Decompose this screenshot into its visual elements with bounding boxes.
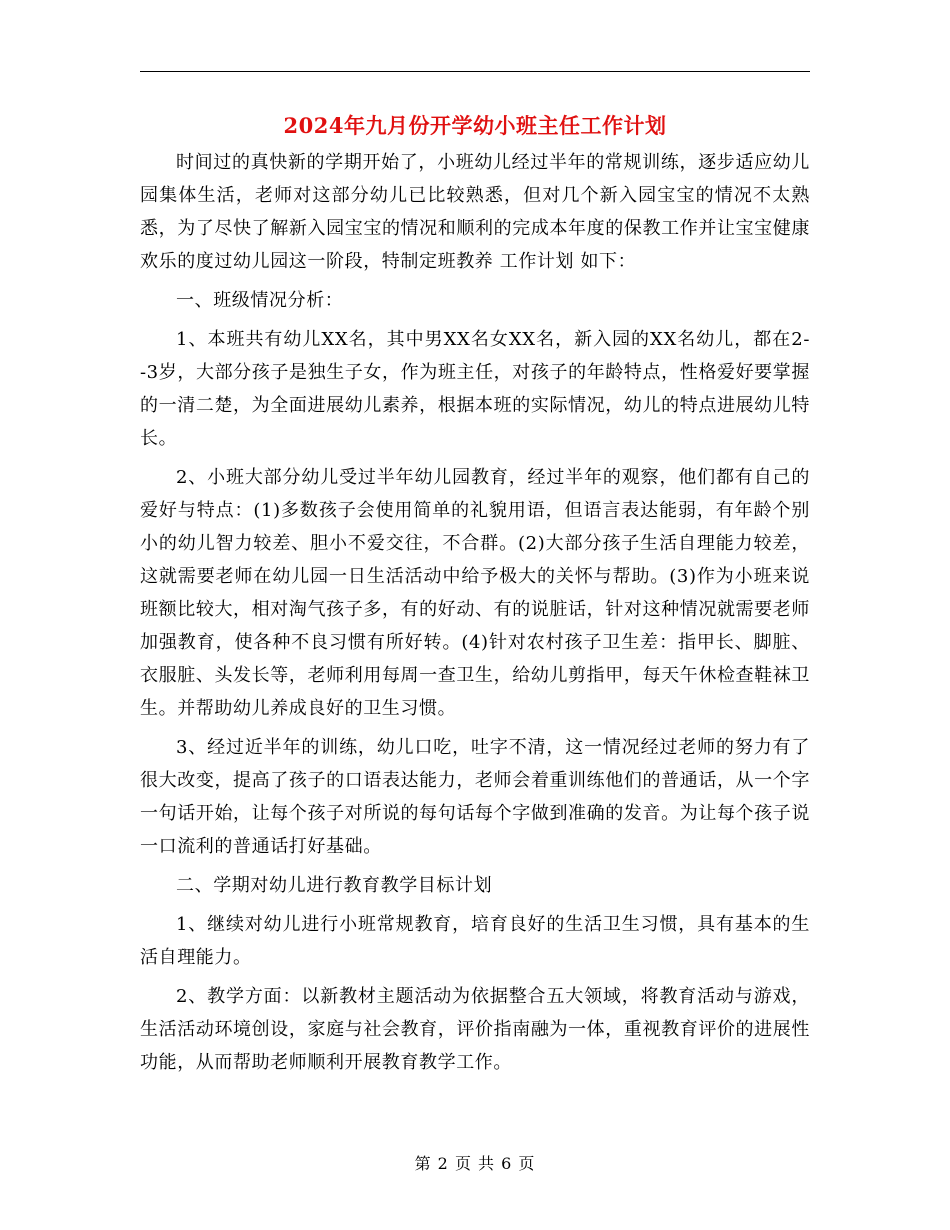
footer-middle: 页 共 — [454, 1154, 496, 1173]
section-heading-class-analysis: 一、班级情况分析： — [176, 290, 344, 311]
footer-total-pages: 6 — [501, 1154, 513, 1173]
header-rule — [140, 71, 810, 72]
paragraph-child-characteristics: 2、小班大部分幼儿受过半年幼儿园教育，经过半年的观察，他们都有自己的爱好与特点：(1)多数孩子会使用简单的礼貌用语，但语言表达能弱，有年龄个别小的幼儿智力较差、胆小不爱交往，不合群。(2)大部分孩子生活自理能力较差，这就需要老师在幼儿园一日生活活动中给予极大的关怀与帮助。(3)作为小班来说班额比较大，相对淘气孩子多，有的好动、有的说脏话，针对这种情况就需要老师加强教育，使各种不良习惯有所好转。(4)针对农村孩子卫生差：指甲长、脚脏、衣服脏、头发长等，老师利用每周一查卫生，给幼儿剪指甲，每天午休检查鞋袜卫生。并帮助幼儿养成良好的卫生习惯。 — [140, 467, 810, 719]
footer-current-page: 2 — [437, 1154, 449, 1173]
footer-prefix: 第 — [414, 1154, 432, 1173]
page-footer — [140, 1152, 810, 1176]
document-body — [140, 146, 810, 1085]
paragraph-class-size: 1、本班共有幼儿XX名，其中男XX名女XX名，新入园的XX名幼儿，都在2--3岁，大部分孩子是独生子女，作为班主任，对孩子的年龄特点，性格爱好要掌握的一清二楚，为全面进展幼儿素养，根据本班的实际情况，幼儿的特点进展幼儿特长。 — [140, 329, 810, 449]
paragraph-speech-training: 3、经过近半年的训练，幼儿口吃，吐字不清，这一情况经过老师的努力有了很大改变，提高了孩子的口语表达能力，老师会着重训练他们的普通话，从一个字一句话开始，让每个孩子对所说的每句话每个字做到准确的发音。为让每个孩子说一口流利的普通话打好基础。 — [140, 737, 810, 857]
paragraph-routine-education: 1、继续对幼儿进行小班常规教育，培育良好的生活卫生习惯，具有基本的生活自理能力。 — [140, 914, 810, 968]
footer-suffix: 页 — [518, 1154, 536, 1173]
section-heading-teaching-goals: 二、学期对幼儿进行教育教学目标计划 — [176, 875, 493, 896]
document-title: 2024年九月份开学幼小班主任工作计划 — [283, 113, 667, 138]
paragraph-intro: 时间过的真快新的学期开始了，小班幼儿经过半年的常规训练，逐步适应幼儿园集体生活，老师对这部分幼儿已比较熟悉，但对几个新入园宝宝的情况不太熟悉，为了尽快了解新入园宝宝的情况和顺利的完成本年度的保教工作并让宝宝健康欢乐的度过幼儿园这一阶段，特制定班教养 工作计划 如下： — [140, 152, 810, 272]
paragraph-teaching-aspect: 2、教学方面：以新教材主题活动为依据整合五大领域，将教育活动与游戏，生活活动环境创设，家庭与社会教育，评价指南融为一体，重视教育评价的进展性功能，从而帮助老师顺利开展教育教学工作。 — [140, 986, 810, 1073]
